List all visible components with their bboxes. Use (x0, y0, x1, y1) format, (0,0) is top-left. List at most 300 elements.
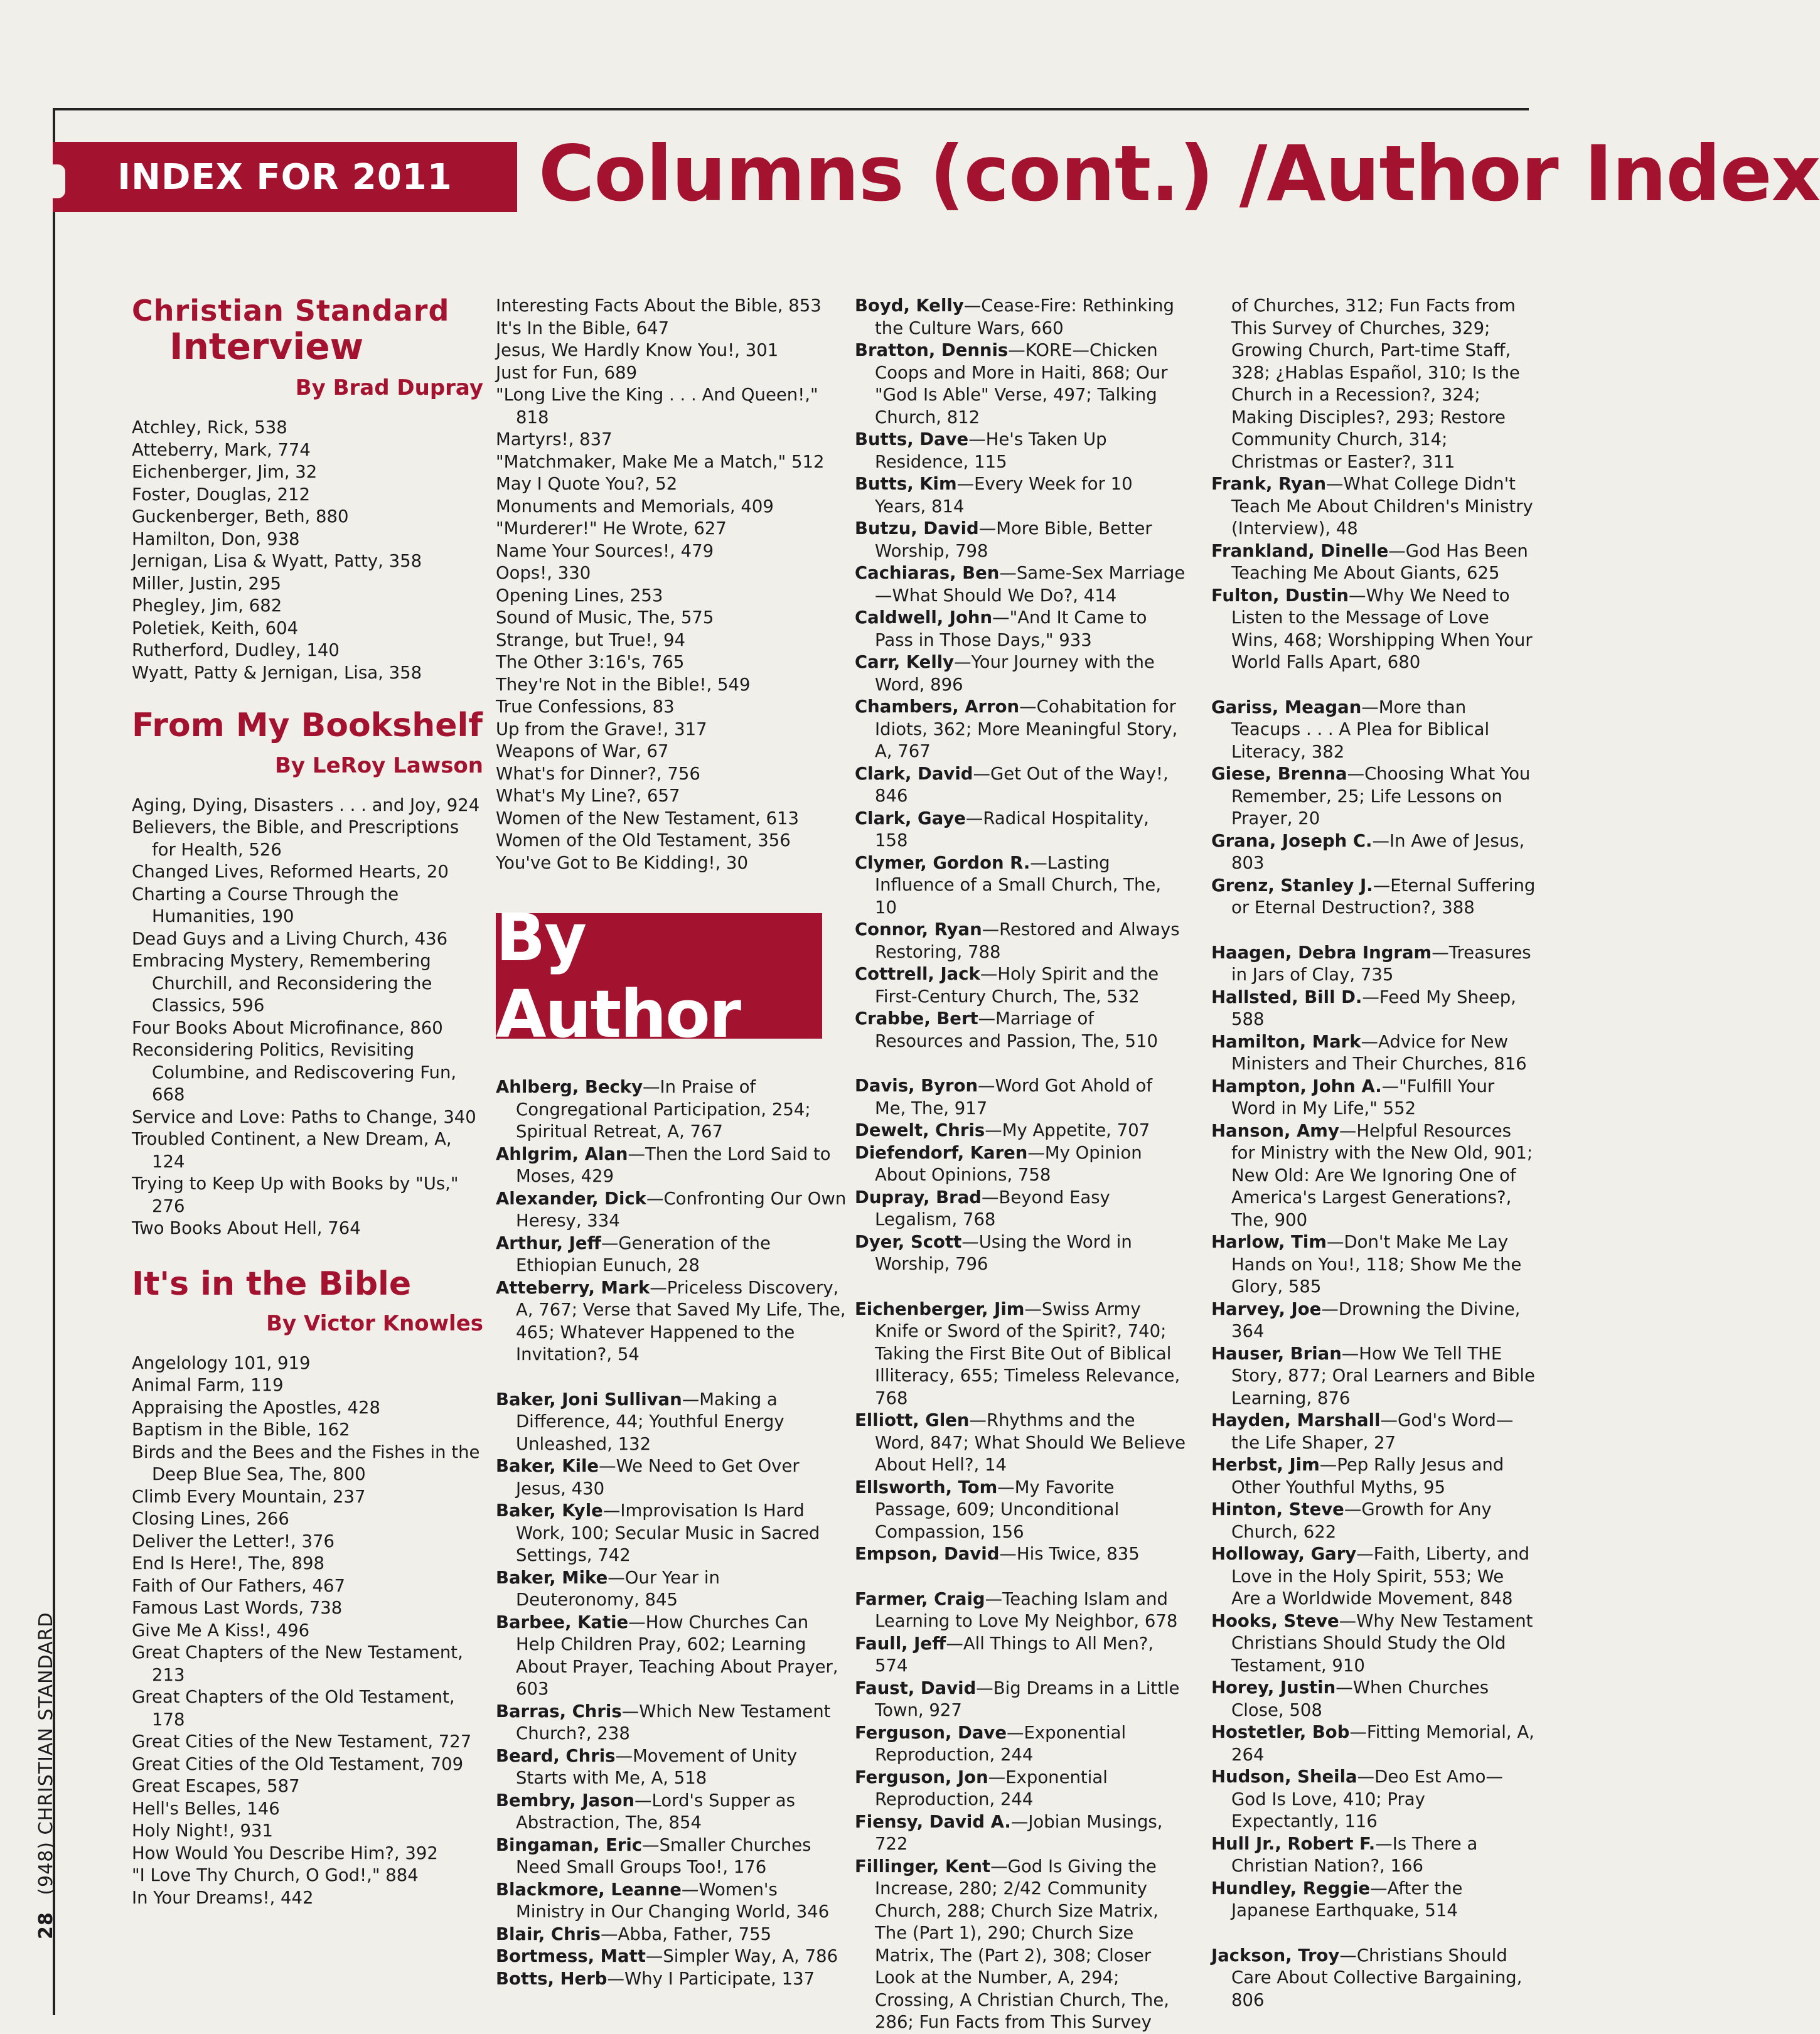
author-entry (496, 1455, 847, 1500)
author-name: Fillinger, Kent (855, 1856, 991, 1876)
author-entry (496, 1946, 847, 1968)
author-name: Crabbe, Bert (855, 1009, 978, 1029)
author-name: Baker, Kyle (496, 1501, 603, 1521)
author-entry (496, 1143, 847, 1188)
author-articles: —Lord's Supper as Abstraction, The, 854 (516, 1790, 795, 1833)
author-name: Butts, Kim (855, 474, 957, 494)
list-item: The Other 3:16's, 765 (496, 652, 685, 672)
author-articles: —Beyond Easy Legalism, 768 (875, 1187, 1110, 1229)
author-name: Butts, Dave (855, 429, 969, 449)
author-name: Farmer, Craig (855, 1588, 985, 1609)
author-entry (855, 963, 1187, 1008)
author-name: Atteberry, Mark (496, 1277, 650, 1298)
author-entry (855, 763, 1187, 808)
author-name: Chambers, Arron (855, 697, 1020, 717)
author-articles: —Why We Need to Listen to the Message of Love Wins, 468; Worshipping When Your World Falls Apart, 680 (1231, 585, 1533, 672)
author-list-j (1211, 1945, 1538, 2012)
author-entry (1211, 1833, 1538, 1878)
list-item: Strange, but True!, 94 (496, 629, 686, 650)
author-list-a-b (496, 1076, 847, 1990)
author-articles: —We Need to Get Over Jesus, 430 (516, 1456, 800, 1499)
interview-subtitle: Interview (169, 324, 364, 368)
author-entry (1211, 1878, 1538, 1922)
author-name: Butzu, David (855, 518, 979, 538)
author-articles: —After the Japanese Earthquake, 514 (1231, 1878, 1463, 1920)
list-item: of Churches, 312; Fun Facts from This Survey of Churches, 329; Growing Church, Part-time Staff, 328; ¿Hablas Español, 310; Is the Church in a Recession?, 324; Making Disciples?, 293; Restore Community Church, 314; Christmas or Easter?, 311 (1231, 296, 1520, 472)
author-name: Davis, Byron (855, 1076, 978, 1096)
author-articles: —Treasures in Jars of Clay, 735 (1231, 942, 1531, 985)
list-item: Believers, the Bible, and Prescriptions for Health, 526 (132, 817, 459, 860)
column-4 (1211, 295, 1538, 2011)
page-title: Columns (cont.) /Author Index (538, 129, 1820, 218)
author-articles: —Then the Lord Said to Moses, 429 (516, 1143, 831, 1186)
author-name: Bembry, Jason (496, 1790, 634, 1811)
list-item: Aging, Dying, Disasters . . . and Joy, 924 (132, 795, 480, 815)
author-articles: —Cease-Fire: Rethinking the Culture Wars, 660 (875, 296, 1175, 338)
list-item: Faith of Our Fathers, 467 (132, 1575, 345, 1596)
author-name: Beard, Chris (496, 1745, 616, 1766)
author-articles: —"Fulfill Your Word in My Life," 552 (1231, 1076, 1495, 1118)
author-articles: —Holy Spirit and the First-Century Church, The, 532 (875, 964, 1159, 1007)
list-item: Jernigan, Lisa & Wyatt, Patty, 358 (132, 551, 422, 572)
author-entry (855, 1075, 1187, 1120)
author-name: Cottrell, Jack (855, 964, 980, 984)
author-articles: —God Is Giving the Increase, 280; 2/42 Community Church, 288; Church Size Matrix, The (Part 1), 290; Church Size Matrix, The (Part 2), 308; Closer Look at the Number, A, 294; Crossing, A Christian Church, The, 286; Fun Facts from This Survey (875, 1856, 1169, 2032)
author-entry (855, 295, 1187, 340)
author-entry (1211, 830, 1538, 875)
author-entry (496, 1879, 847, 1924)
author-entry (855, 473, 1187, 518)
author-name: Bortmess, Matt (496, 1946, 646, 1966)
list-item: Reconsidering Politics, Revisiting Columbine, and Rediscovering Fun, 668 (132, 1040, 457, 1105)
author-name: Empson, David (855, 1544, 1000, 1564)
author-articles: —How We Tell THE Story, 877; Oral Learners and Bible Learning, 876 (1231, 1343, 1535, 1408)
author-entry (1211, 1076, 1538, 1120)
author-entry (1211, 1231, 1538, 1298)
list-item: It's In the Bible, 647 (496, 318, 670, 338)
author-name: Blackmore, Leanne (496, 1879, 682, 1900)
author-entry (496, 1389, 847, 1456)
author-name: Hayden, Marshall (1211, 1410, 1381, 1430)
list-item: Changed Lives, Reformed Hearts, 20 (132, 862, 449, 882)
list-item: Holy Night!, 931 (132, 1821, 274, 1841)
author-name: Hamilton, Mark (1211, 1031, 1361, 1052)
author-articles: —Jobian Musings, 722 (875, 1811, 1163, 1854)
list-item: May I Quote You?, 52 (496, 474, 678, 494)
list-item: Hell's Belles, 146 (132, 1798, 280, 1819)
author-name: Ferguson, Jon (855, 1767, 988, 1787)
author-entry (855, 1543, 1187, 1566)
author-entry (1211, 1766, 1538, 1833)
author-articles: —Exponential Reproduction, 244 (875, 1722, 1127, 1765)
list-item: Monuments and Memorials, 409 (496, 496, 774, 517)
author-name: Diefendorf, Karen (855, 1142, 1028, 1163)
author-articles: —Word Got Ahold of Me, The, 917 (875, 1076, 1153, 1118)
issue-page: (948) (35, 1841, 57, 1895)
bible-list (132, 1352, 483, 1910)
column-1 (132, 295, 483, 1909)
author-articles: —Growth for Any Church, 622 (1231, 1499, 1492, 1542)
list-item: Martyrs!, 837 (496, 429, 613, 449)
list-item: Give Me A Kiss!, 496 (132, 1620, 310, 1641)
by-author-title: By Author (496, 899, 741, 1052)
author-articles: —When Churches Close, 508 (1231, 1678, 1489, 1720)
author-articles: —"And It Came to Pass in Those Days," 933 (875, 608, 1147, 650)
author-entry (855, 1722, 1187, 1767)
author-entry (855, 518, 1187, 562)
list-item: Name Your Sources!, 479 (496, 540, 714, 561)
author-list-h (1211, 942, 1538, 1922)
list-item: Oops!, 330 (496, 563, 591, 583)
author-entry (1211, 697, 1538, 764)
list-item: In Your Dreams!, 442 (132, 1887, 314, 1908)
spacer (1211, 1922, 1538, 1945)
author-name: Clymer, Gordon R. (855, 852, 1030, 873)
author-articles: —Pep Rally Jesus and Other Youthful Myths, 95 (1231, 1455, 1504, 1497)
author-name: Botts, Herb (496, 1968, 608, 1989)
list-item: Great Escapes, 587 (132, 1776, 300, 1797)
author-name: Bingaman, Eric (496, 1834, 643, 1855)
author-name: Baker, Joni Sullivan (496, 1389, 682, 1410)
author-name: Cachiaras, Ben (855, 563, 1000, 583)
author-entry (855, 919, 1187, 963)
author-name: Dupray, Brad (855, 1187, 982, 1207)
author-entry (855, 696, 1187, 763)
author-articles: —Exponential Reproduction, 244 (875, 1767, 1108, 1809)
author-entry (496, 1567, 847, 1612)
author-articles: —Christians Should Care About Collective Bargaining, 806 (1231, 1945, 1523, 2010)
author-name: Hudson, Sheila (1211, 1767, 1357, 1787)
author-name: Haagen, Debra Ingram (1211, 942, 1432, 963)
list-item: Service and Love: Paths to Change, 340 (132, 1106, 476, 1127)
list-item: Famous Last Words, 738 (132, 1598, 343, 1619)
bible-title: It's in the Bible (132, 1265, 412, 1303)
author-list-d (855, 1075, 1187, 1276)
page-footer (35, 1612, 57, 1939)
list-item: Great Cities of the New Testament, 727 (132, 1732, 472, 1752)
author-entry (855, 1120, 1187, 1142)
list-item: Miller, Justin, 295 (132, 573, 282, 594)
author-entry (1211, 540, 1538, 585)
list-item: "Matchmaker, Make Me a Match," 512 (496, 451, 825, 472)
author-name: Hostetler, Bob (1211, 1722, 1350, 1742)
list-item: Troubled Continent, a New Dream, A, 124 (132, 1129, 452, 1172)
author-list-g (1211, 697, 1538, 919)
interview-title: Christian Standard (132, 294, 450, 328)
author-name: Ellsworth, Tom (855, 1477, 998, 1497)
author-articles: —Fitting Memorial, A, 264 (1231, 1722, 1534, 1765)
list-item: Appraising the Apostles, 428 (132, 1397, 381, 1418)
author-name: Faull, Jeff (855, 1633, 946, 1654)
author-articles: —His Twice, 835 (999, 1544, 1140, 1564)
list-item: Hamilton, Don, 938 (132, 528, 300, 549)
list-item: Wyatt, Patty & Jernigan, Lisa, 358 (132, 662, 422, 683)
author-entry (496, 1188, 847, 1233)
author-entry (1211, 585, 1538, 674)
list-item: Charting a Course Through the Humanities, 190 (132, 884, 399, 927)
author-name: Frankland, Dinelle (1211, 540, 1389, 561)
author-articles: —Why New Testament Christians Should Study the Old Testament, 910 (1231, 1610, 1533, 1676)
author-entry (855, 429, 1187, 473)
author-entry (1211, 1721, 1538, 1766)
author-entry (855, 1298, 1187, 1410)
author-name: Boyd, Kelly (855, 296, 964, 316)
author-entry (1211, 1454, 1538, 1499)
author-articles: —Your Journey with the Word, 896 (875, 652, 1155, 695)
author-articles: —Swiss Army Knife or Sword of the Spirit?, 740; Taking the First Bite Out of Biblical Illiteracy, 655; Timeless Relevance, 768 (875, 1298, 1180, 1408)
author-articles: —Radical Hospitality, 158 (875, 808, 1149, 850)
author-entry (496, 1790, 847, 1834)
list-item: Two Books About Hell, 764 (132, 1218, 361, 1239)
author-entry (496, 1968, 847, 1991)
author-entry (855, 852, 1187, 919)
list-item: Poletiek, Keith, 604 (132, 618, 299, 638)
author-articles: —Abba, Father, 755 (601, 1924, 772, 1944)
author-articles: —Helpful Resources for Ministry with the New Old, 901; New Old: Are We Ignoring One of America's Largest Generations?, The, 900 (1231, 1120, 1533, 1230)
author-articles: —Don't Make Me Lay Hands on You!, 118; Show Me the Glory, 585 (1231, 1232, 1522, 1297)
author-name: Harlow, Tim (1211, 1232, 1327, 1252)
author-articles: —Big Dreams in a Little Town, 927 (875, 1678, 1180, 1720)
author-entry (1211, 1120, 1538, 1232)
list-item: What's for Dinner?, 756 (496, 763, 700, 784)
author-entry (855, 1142, 1187, 1187)
author-articles: —More than Teacups . . . A Plea for Biblical Literacy, 382 (1231, 697, 1490, 762)
author-entry (1211, 1543, 1538, 1610)
list-item: Opening Lines, 253 (496, 585, 663, 606)
author-list-b-c (855, 295, 1187, 1052)
author-articles: —He's Taken Up Residence, 115 (875, 429, 1107, 472)
author-name: Bratton, Dennis (855, 340, 1009, 360)
author-name: Grana, Joseph C. (1211, 830, 1373, 851)
author-name: Faust, David (855, 1678, 977, 1698)
author-name: Hallsted, Bill D. (1211, 987, 1362, 1007)
author-name: Hull Jr., Robert F. (1211, 1833, 1376, 1854)
author-articles: —Faith, Liberty, and Love in the Holy Spirit, 553; We Are a Worldwide Movement, 848 (1231, 1544, 1530, 1608)
author-entry (1211, 875, 1538, 919)
author-name: Hanson, Amy (1211, 1120, 1339, 1141)
author-name: Jackson, Troy (1211, 1945, 1340, 1966)
author-articles: —Teaching Islam and Learning to Love My Neighbor, 678 (875, 1588, 1178, 1631)
author-articles: —Is There a Christian Nation?, 166 (1231, 1833, 1478, 1876)
author-articles: —My Favorite Passage, 609; Unconditional Compassion, 156 (875, 1477, 1120, 1542)
author-articles: —In Awe of Jesus, 803 (1231, 830, 1525, 873)
author-articles: —How Churches Can Help Children Pray, 602; Learning About Prayer, Teaching About Prayer, 603 (516, 1612, 838, 1699)
author-name: Elliott, Glen (855, 1410, 970, 1430)
list-item: Great Cities of the Old Testament, 709 (132, 1753, 464, 1774)
author-articles: —All Things to All Men?, 574 (875, 1633, 1154, 1676)
author-name: Barras, Chris (496, 1701, 622, 1721)
author-entry (855, 1588, 1187, 1633)
author-name: Alexander, Dick (496, 1188, 646, 1209)
author-name: Frank, Ryan (1211, 474, 1327, 494)
column-3 (855, 295, 1187, 2034)
bible-byline: By Victor Knowles (266, 1310, 483, 1336)
author-entry (1211, 1677, 1538, 1721)
index-tag (53, 142, 517, 212)
list-item: Deliver the Letter!, 376 (132, 1531, 335, 1551)
list-item: Foster, Douglas, 212 (132, 484, 311, 505)
author-articles: —In Praise of Congregational Participation, 254; Spiritual Retreat, A, 767 (516, 1077, 811, 1142)
author-articles: —God's Word—the Life Shaper, 27 (1231, 1410, 1514, 1453)
bookshelf-byline: By LeRoy Lawson (275, 752, 483, 778)
interview-list (132, 417, 483, 684)
author-name: Blair, Chris (496, 1924, 601, 1944)
author-articles: —Using the Word in Worship, 796 (875, 1231, 1132, 1274)
author-articles: —Choosing What You Remember, 25; Life Lessons on Prayer, 20 (1231, 764, 1531, 828)
author-articles: —Marriage of Resources and Passion, The, 510 (875, 1009, 1159, 1051)
author-entry (496, 1233, 847, 1277)
author-entry (855, 607, 1187, 651)
list-item: Closing Lines, 266 (132, 1509, 289, 1529)
list-item: How Would You Describe Him?, 392 (132, 1843, 438, 1863)
author-articles: —Why I Participate, 137 (607, 1968, 815, 1989)
author-name: Baker, Mike (496, 1567, 608, 1588)
list-item: Sound of Music, The, 575 (496, 608, 714, 628)
author-entry (1211, 1298, 1538, 1343)
author-entry (1211, 1410, 1538, 1454)
list-item: Climb Every Mountain, 237 (132, 1486, 366, 1507)
list-item: Phegley, Jim, 682 (132, 596, 282, 616)
author-entry (1211, 1610, 1538, 1678)
author-entry (855, 1231, 1187, 1276)
author-name: Hauser, Brian (1211, 1343, 1342, 1364)
author-articles: —Restored and Always Restoring, 788 (875, 919, 1180, 962)
author-articles: —Cohabitation for Idiots, 362; More Meaningful Story, A, 767 (875, 697, 1178, 761)
author-articles: —Which New Testament Church?, 238 (516, 1701, 831, 1743)
author-articles: —KORE—Chicken Coops and More in Haiti, 868; Our "God Is Able" Verse, 497; Talking Church, 812 (875, 340, 1168, 427)
author-articles: —Women's Ministry in Our Changing World, 346 (516, 1879, 830, 1922)
list-item: Birds and the Bees and the Fishes in the Deep Blue Sea, The, 800 (132, 1442, 480, 1485)
spacer (855, 1276, 1187, 1298)
author-entry (496, 1076, 847, 1143)
author-articles: —Get Out of the Way!, 846 (875, 763, 1169, 806)
author-articles: —God Has Been Teaching Me About Giants, 625 (1231, 540, 1528, 583)
list-item: Angelology 101, 919 (132, 1352, 311, 1373)
author-name: Carr, Kelly (855, 652, 955, 672)
author-name: Arthur, Jeff (496, 1233, 601, 1253)
author-articles: —Confronting Our Own Heresy, 334 (516, 1188, 847, 1231)
author-name: Ahlgrim, Alan (496, 1143, 628, 1164)
author-articles: —Eternal Suffering or Eternal Destruction?, 388 (1231, 875, 1536, 918)
index-tag-text: INDEX FOR 2011 (117, 156, 452, 198)
author-name: Dyer, Scott (855, 1231, 962, 1252)
list-item: Eichenberger, Jim, 32 (132, 462, 318, 483)
author-entry (1211, 1031, 1538, 1076)
author-name: Herbst, Jim (1211, 1455, 1320, 1475)
author-entry (855, 1008, 1187, 1052)
author-articles: —Lasting Influence of a Small Church, The, 10 (875, 852, 1162, 918)
column-2 (496, 295, 847, 1990)
list-item: Weapons of War, 67 (496, 741, 669, 761)
bookshelf-list (132, 795, 483, 1240)
list-item: What's My Line?, 657 (496, 786, 680, 806)
list-item: Animal Farm, 119 (132, 1375, 284, 1396)
spacer (1211, 674, 1538, 697)
author-articles: —Priceless Discovery, A, 767; Verse that Saved My Life, The, 465; Whatever Happened to the Invitation?, 54 (516, 1277, 846, 1364)
spacer (855, 1052, 1187, 1075)
author-name: Hooks, Steve (1211, 1610, 1339, 1631)
author-name: Holloway, Gary (1211, 1544, 1357, 1564)
author-entry (855, 1767, 1187, 1811)
author-articles: —What College Didn't Teach Me About Children's Ministry (Interview), 48 (1231, 474, 1533, 538)
list-item: "Murderer!" He Wrote, 627 (496, 518, 727, 538)
author-entry (1211, 987, 1538, 1031)
author-articles: —Feed My Sheep, 588 (1231, 987, 1516, 1029)
author-entry (855, 1856, 1187, 2034)
list-item: Guckenberger, Beth, 880 (132, 506, 349, 527)
author-entry (496, 1277, 847, 1366)
author-articles: —Drowning the Divine, 364 (1231, 1298, 1521, 1341)
list-item: Great Chapters of the Old Testament, 178 (132, 1687, 455, 1730)
author-articles: —Deo Est Amo—God Is Love, 410; Pray Expectantly, 116 (1231, 1767, 1503, 1831)
author-articles: —Making a Difference, 44; Youthful Energy Unleashed, 132 (516, 1389, 784, 1454)
author-entry (496, 1701, 847, 1745)
author-articles: —Rhythms and the Word, 847; What Should We Believe About Hell?, 14 (875, 1410, 1186, 1475)
list-item: True Confessions, 83 (496, 697, 675, 717)
author-entry (855, 562, 1187, 607)
author-name: Ferguson, Dave (855, 1722, 1007, 1743)
author-name: Eichenberger, Jim (855, 1298, 1025, 1319)
author-entry (855, 340, 1187, 429)
author-entry (855, 1477, 1187, 1544)
list-item: Up from the Grave!, 317 (496, 719, 707, 739)
author-name: Dewelt, Chris (855, 1120, 985, 1140)
list-item: Four Books About Microfinance, 860 (132, 1017, 443, 1038)
author-entry (1211, 1499, 1538, 1543)
author-entry (496, 1924, 847, 1946)
author-articles: —Our Year in Deuteronomy, 845 (516, 1567, 720, 1610)
page-number: 28 (35, 1912, 57, 1939)
author-name: Giese, Brenna (1211, 764, 1347, 784)
author-articles: —Movement of Unity Starts with Me, A, 518 (516, 1745, 797, 1788)
author-articles: —Improvisation Is Hard Work, 100; Secular Music in Sacred Settings, 742 (516, 1501, 820, 1565)
author-list-e (855, 1298, 1187, 1566)
author-name: Connor, Ryan (855, 919, 982, 939)
author-entry (1211, 1343, 1538, 1410)
author-entry (855, 1678, 1187, 1722)
author-entry (855, 1410, 1187, 1477)
author-name: Ahlberg, Becky (496, 1077, 643, 1097)
list-item: Women of the Old Testament, 356 (496, 830, 791, 850)
tag-notch (53, 164, 65, 198)
list-item: Baptism in the Bible, 162 (132, 1420, 350, 1440)
list-item: Trying to Keep Up with Books by "Us," 276 (132, 1174, 459, 1216)
list-item: End Is Here!, The, 898 (132, 1553, 325, 1574)
author-name: Fulton, Dustin (1211, 585, 1349, 606)
author-articles: —More Bible, Better Worship, 798 (875, 518, 1152, 561)
author-articles: —Generation of the Ethiopian Eunuch, 28 (516, 1233, 771, 1275)
author-articles: —Same-Sex Marriage—What Should We Do?, 414 (875, 563, 1186, 606)
author-articles: —Advice for New Ministers and Their Churches, 816 (1231, 1031, 1527, 1074)
author-entry (855, 1187, 1187, 1231)
author-name: Grenz, Stanley J. (1211, 875, 1373, 896)
list-item: "I Love Thy Church, O God!," 884 (132, 1865, 419, 1886)
author-entry (855, 1811, 1187, 1856)
author-list-f (855, 1588, 1187, 2034)
author-name: Horey, Justin (1211, 1678, 1336, 1698)
author-list-f2 (1211, 473, 1538, 674)
author-entry (855, 1633, 1187, 1678)
author-entry (496, 1834, 847, 1879)
author-articles: —Smaller Churches Need Small Groups Too!, 176 (516, 1834, 811, 1877)
author-name: Clark, David (855, 763, 973, 784)
author-entry (1211, 473, 1538, 540)
by-author-banner (496, 899, 822, 1052)
author-entry (496, 1612, 847, 1701)
author-name: Clark, Gaye (855, 808, 966, 828)
author-entry (496, 1745, 847, 1790)
author-list-continued (1211, 295, 1538, 473)
